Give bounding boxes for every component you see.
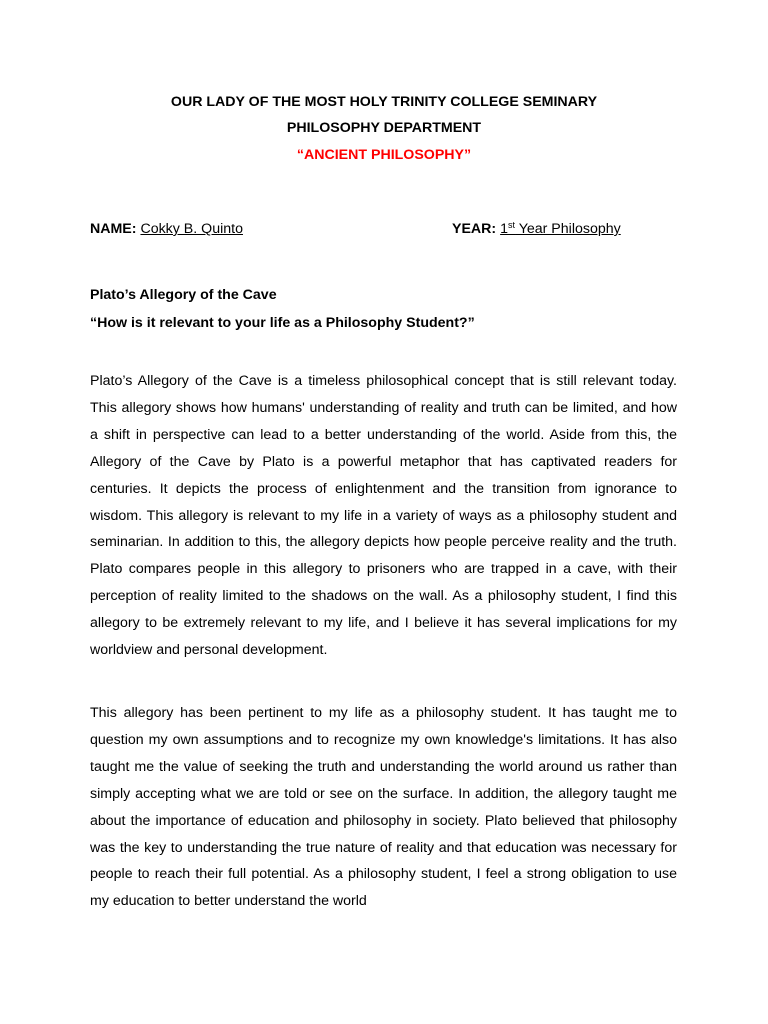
year-suffix: st — [508, 220, 516, 230]
name-field — [90, 220, 243, 238]
course-title: “ANCIENT PHILOSOPHY” — [296, 147, 472, 163]
year-rest: Year Philosophy — [515, 221, 621, 237]
year-value — [500, 221, 621, 237]
essay-title: Plato’s Allegory of the Cave — [90, 287, 277, 303]
institution-title: OUR LADY OF THE MOST HOLY TRINITY COLLEGE SEMINARY — [170, 94, 598, 110]
year-field — [452, 220, 621, 238]
year-label: YEAR: — [452, 221, 497, 237]
essay-paragraph-2: This allegory has been pertinent to my life as a philosophy student. It has taught me to question my own assumptions and to recognize my own knowledge's limitations. It has also taught me the value of seeking the truth and understanding the world around us rather than simply accepting what we are told or see on the surface. In addition, the allegory taught me about the importance of education and philosophy in society. Plato believed that philosophy was the key to understanding the true nature of reality and that education was necessary for people to reach their full potential. As a philosophy student, I feel a strong obligation to use my education to better understand the world — [90, 705, 677, 910]
year-number: 1 — [500, 221, 508, 237]
name-value: Cokky B. Quinto — [140, 221, 243, 237]
essay-question: “How is it relevant to your life as a Philosophy Student?” — [90, 315, 475, 331]
department-title: PHILOSOPHY DEPARTMENT — [286, 120, 482, 136]
essay-paragraph-1: Plato’s Allegory of the Cave is a timeless philosophical concept that is still relevant today. This allegory shows how humans' understanding of reality and truth can be limited, and how a shift in perspective can lead to a better understanding of the world. Aside from this, the Allegory of the Cave by Plato is a powerful metaphor that has captivated readers for centuries. It depicts the process of enlightenment and the transition from ignorance to wisdom. This allegory is relevant to my life in a variety of ways as a philosophy student and seminarian. In addition to this, the allegory depicts how people perceive reality and the truth. Plato compares people in this allegory to prisoners who are trapped in a cave, with their perception of reality limited to the shadows on the wall. As a philosophy student, I find this allegory to be extremely relevant to my life, and I believe it has several implications for my worldview and personal development. — [90, 373, 677, 659]
name-label: NAME: — [90, 221, 137, 237]
